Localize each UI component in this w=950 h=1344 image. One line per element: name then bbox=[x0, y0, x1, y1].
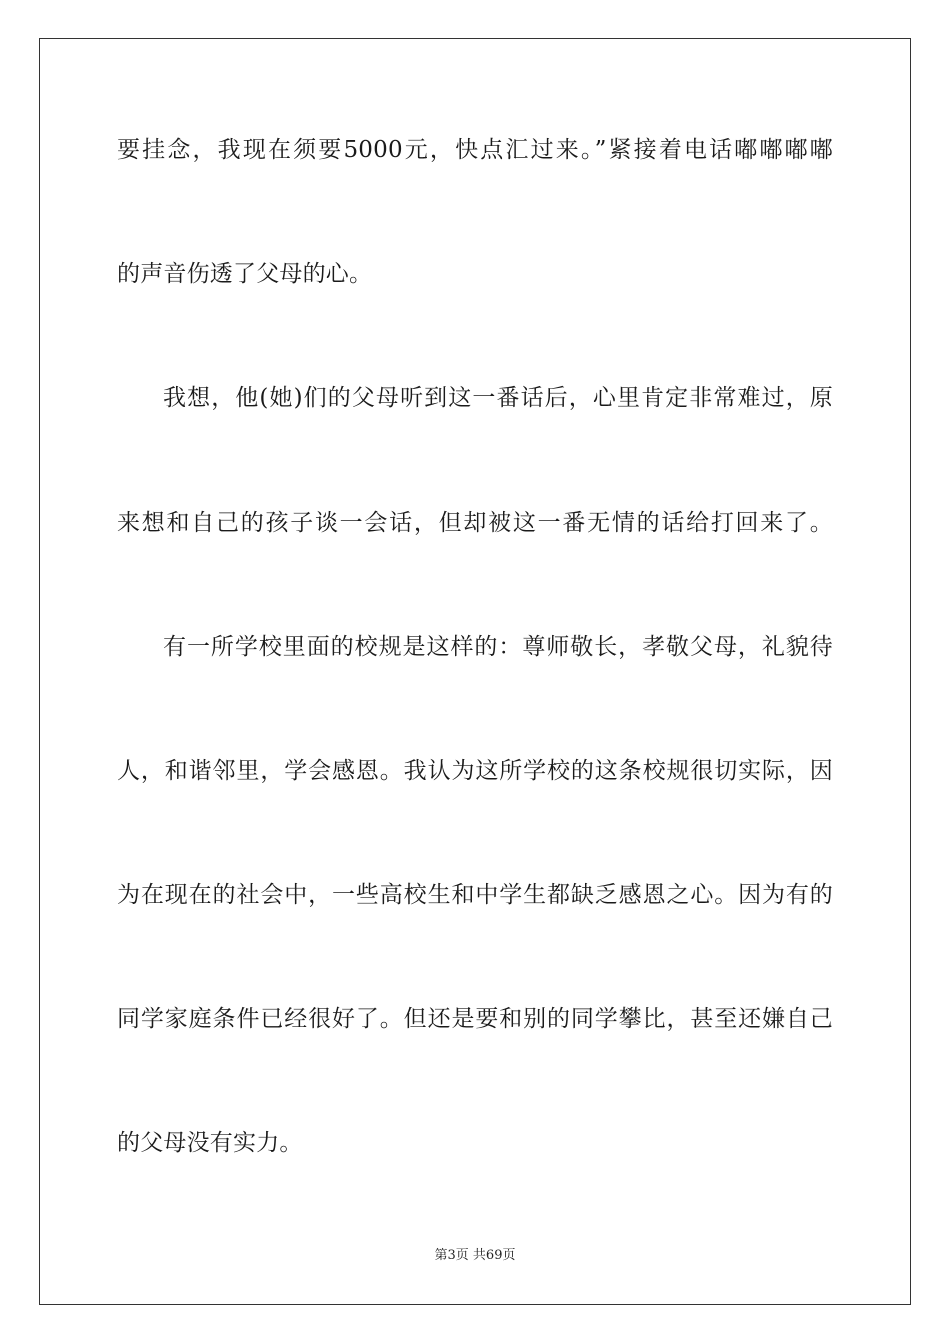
paragraph-line: 来想和自己的孩子谈一会话，但却被这一番无情的话给打回来了。 bbox=[117, 510, 833, 536]
paragraph-line: 的父母没有实力。 bbox=[117, 1130, 303, 1156]
paragraph-line: 为在现在的社会中，一些高校生和中学生都缺乏感恩之心。因为有的 bbox=[117, 882, 833, 908]
paragraph-line: 的声音伤透了父母的心。 bbox=[117, 261, 373, 287]
page-number-footer: 第3页 共69页 bbox=[434, 1248, 516, 1263]
paragraph-line: 要挂念，我现在须要5000元，快点汇过来。”紧接着电话嘟嘟嘟嘟 bbox=[117, 137, 833, 163]
paragraph-line: 同学家庭条件已经很好了。但还是要和别的同学攀比，甚至还嫌自己 bbox=[117, 1006, 833, 1032]
page-border bbox=[39, 38, 911, 1305]
paragraph-line: 人，和谐邻里，学会感恩。我认为这所学校的这条校规很切实际，因 bbox=[117, 758, 833, 784]
paragraph-line: 有一所学校里面的校规是这样的：尊师敬长，孝敬父母，礼貌待 bbox=[163, 634, 833, 660]
paragraph-line: 我想，他(她)们的父母听到这一番话后，心里肯定非常难过，原 bbox=[163, 385, 833, 411]
